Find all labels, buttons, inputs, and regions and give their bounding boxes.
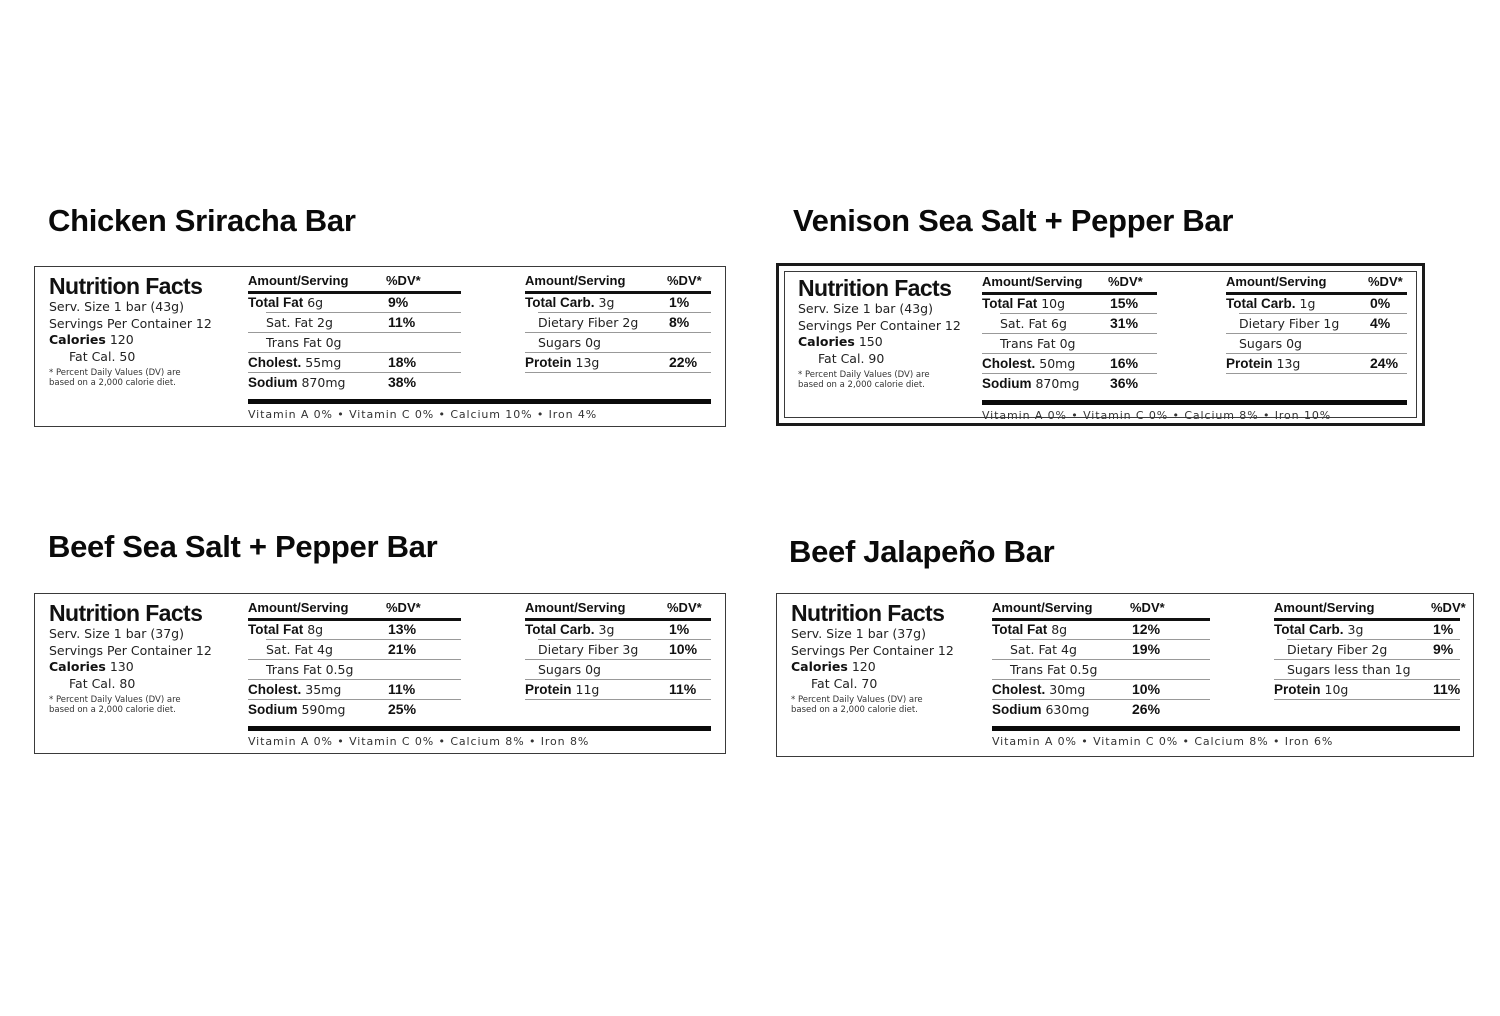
nutrition-facts-heading: Nutrition Facts xyxy=(49,600,203,626)
amount-serving-header: Amount/Serving xyxy=(248,273,349,288)
nutrient-amount: 35mg xyxy=(305,682,342,697)
row-divider xyxy=(1226,353,1407,354)
row-divider xyxy=(1226,373,1407,374)
dv-header: %DV* xyxy=(667,600,702,615)
nutrient-label: Total Fat xyxy=(248,622,304,637)
nutrient-amount: less than 1g xyxy=(1334,662,1411,677)
row-divider xyxy=(1274,659,1460,660)
nutrient-label: Cholest. xyxy=(992,682,1046,697)
nutrient-amount: 2g xyxy=(317,315,333,330)
nutrient-row xyxy=(992,682,1085,697)
nutrient-label: Trans Fat xyxy=(1000,336,1056,351)
row-divider xyxy=(248,659,461,660)
row-divider xyxy=(266,639,461,640)
nutrient-row xyxy=(1239,316,1339,331)
nutrient-label: Dietary Fiber xyxy=(1239,316,1320,331)
nutrient-dv: 11% xyxy=(388,314,416,330)
nutrition-facts-panel xyxy=(776,593,1474,757)
serving-size: Serv. Size 1 bar (37g) xyxy=(791,626,926,641)
row-divider xyxy=(982,353,1157,354)
nutrient-row xyxy=(1287,642,1387,657)
calories-label: Calories xyxy=(49,659,106,674)
nutrient-amount: 870mg xyxy=(301,375,346,390)
nutrient-dv: 24% xyxy=(1370,355,1399,371)
serving-size: Serv. Size 1 bar (37g) xyxy=(49,626,184,641)
nutrient-row xyxy=(982,356,1075,371)
product-title: Chicken Sriracha Bar xyxy=(48,203,356,238)
nutrient-row xyxy=(1287,662,1411,677)
nutrient-amount: 6g xyxy=(1051,316,1067,331)
row-divider xyxy=(525,659,711,660)
nutrient-label: Total Fat xyxy=(992,622,1048,637)
nutrient-grid xyxy=(248,598,711,748)
footnote xyxy=(791,695,981,715)
footnote-line: based on a 2,000 calorie diet. xyxy=(798,380,925,390)
nutrient-amount: 1g xyxy=(1299,296,1316,311)
nutrient-row xyxy=(248,622,323,637)
footnote-line: based on a 2,000 calorie diet. xyxy=(49,378,176,388)
nutrient-amount: 590mg xyxy=(301,702,346,717)
nutrient-label: Cholest. xyxy=(248,355,302,370)
nutrient-amount: 0g xyxy=(585,662,601,677)
bottom-rule xyxy=(248,726,711,731)
fat-calories: Fat Cal. 90 xyxy=(818,350,885,366)
servings-per-container: Servings Per Container 12 xyxy=(791,642,954,658)
nutrient-label: Total Carb. xyxy=(1274,622,1344,637)
nutrient-row xyxy=(1000,336,1075,351)
row-divider xyxy=(525,332,711,333)
nutrient-amount: 8g xyxy=(307,622,324,637)
nutrient-grid xyxy=(992,598,1466,748)
nutrient-label: Trans Fat xyxy=(266,335,322,350)
row-divider xyxy=(525,352,711,353)
row-divider xyxy=(538,312,711,313)
summary-column xyxy=(49,273,239,388)
nutrient-label: Protein xyxy=(1274,682,1321,697)
footnote-line: * Percent Daily Values (DV) are xyxy=(798,370,930,380)
calories xyxy=(791,659,981,676)
row-divider xyxy=(1226,333,1407,334)
nutrient-amount: 2g xyxy=(1371,642,1388,657)
nutrient-label: Total Fat xyxy=(248,295,304,310)
nutrient-dv: 25% xyxy=(388,701,417,717)
nutrient-amount: 4g xyxy=(317,642,333,657)
row-divider xyxy=(248,699,461,700)
nutrient-dv: 10% xyxy=(669,641,698,657)
nutrient-amount: 10g xyxy=(1041,296,1066,311)
nutrient-label: Sugars xyxy=(538,662,582,677)
nutrient-amount: 10g xyxy=(1324,682,1349,697)
nutrient-row xyxy=(538,642,638,657)
row-divider xyxy=(525,372,711,373)
amount-serving-header: Amount/Serving xyxy=(982,274,1083,289)
nutrient-amount: 3g xyxy=(598,622,615,637)
nutrient-row xyxy=(1010,662,1097,677)
summary-column xyxy=(791,600,981,715)
nutrient-row xyxy=(266,662,353,677)
row-divider xyxy=(248,332,461,333)
nutrient-label: Protein xyxy=(1226,356,1273,371)
fat-calories: Fat Cal. 70 xyxy=(811,675,878,691)
fat-calories: Fat Cal. 50 xyxy=(69,348,136,364)
nutrient-dv: 11% xyxy=(388,681,416,697)
nutrient-label: Dietary Fiber xyxy=(1287,642,1368,657)
nutrient-dv: 36% xyxy=(1110,375,1139,391)
servings-per-container: Servings Per Container 12 xyxy=(49,642,212,658)
servings-per-container: Servings Per Container 12 xyxy=(49,315,212,331)
nutrient-label: Trans Fat xyxy=(1010,662,1066,677)
bottom-rule xyxy=(982,400,1407,405)
nutrient-amount: 3g xyxy=(598,295,615,310)
vitamins-line: Vitamin A 0% • Vitamin C 0% • Calcium 8% • Iron 8% xyxy=(248,735,590,748)
nutrient-label: Total Carb. xyxy=(525,295,595,310)
nutrient-amount: 13g xyxy=(575,355,600,370)
row-divider xyxy=(538,639,711,640)
nutrient-dv: 19% xyxy=(1132,641,1161,657)
row-divider xyxy=(1274,699,1460,700)
nutrient-row xyxy=(525,622,614,637)
nutrient-label: Sat. Fat xyxy=(266,642,314,657)
nutrient-label: Total Fat xyxy=(982,296,1038,311)
nutrient-dv: 22% xyxy=(669,354,698,370)
nutrient-dv: 18% xyxy=(388,354,417,370)
serving-size: Serv. Size 1 bar (43g) xyxy=(49,299,184,314)
nutrient-dv: 38% xyxy=(388,374,417,390)
nutrient-label: Cholest. xyxy=(248,682,302,697)
nutrient-label: Sat. Fat xyxy=(1010,642,1058,657)
product-title: Beef Jalapeño Bar xyxy=(789,534,1055,569)
row-divider xyxy=(1287,639,1460,640)
nutrient-label: Sugars xyxy=(538,335,582,350)
calories-value: 120 xyxy=(851,659,876,674)
nutrient-row xyxy=(538,335,601,350)
nutrient-label: Sodium xyxy=(248,702,298,717)
header-rule xyxy=(992,618,1210,621)
nutrient-row xyxy=(1274,682,1348,697)
nutrient-label: Total Carb. xyxy=(1226,296,1296,311)
row-divider xyxy=(982,373,1157,374)
summary-column xyxy=(49,600,239,715)
nutrient-row xyxy=(1239,336,1302,351)
nutrition-facts-heading: Nutrition Facts xyxy=(798,275,952,301)
nutrition-facts-panel xyxy=(34,266,726,427)
nutrient-amount: 0.5g xyxy=(325,662,354,677)
dv-header: %DV* xyxy=(667,273,702,288)
nutrition-facts-panel xyxy=(776,263,1425,426)
row-divider xyxy=(248,372,461,373)
nutrient-row xyxy=(525,355,599,370)
nutrient-dv: 4% xyxy=(1370,315,1391,331)
dv-header: %DV* xyxy=(1130,600,1165,615)
header-rule xyxy=(248,291,461,294)
vitamins-line: Vitamin A 0% • Vitamin C 0% • Calcium 8% • Iron 10% xyxy=(982,409,1332,422)
nutrient-label: Total Carb. xyxy=(525,622,595,637)
nutrient-row xyxy=(248,682,341,697)
row-divider xyxy=(1000,313,1157,314)
calories-value: 130 xyxy=(109,659,134,674)
nutrient-dv: 0% xyxy=(1370,295,1391,311)
row-divider xyxy=(982,333,1157,334)
nutrient-grid xyxy=(248,271,711,421)
footnote xyxy=(49,695,239,715)
nutrient-grid xyxy=(982,272,1407,422)
nutrient-amount: 2g xyxy=(622,315,639,330)
nutrition-facts-heading: Nutrition Facts xyxy=(791,600,945,626)
row-divider xyxy=(992,679,1210,680)
nutrient-dv: 21% xyxy=(388,641,417,657)
nutrient-row xyxy=(248,355,341,370)
nutrient-label: Sat. Fat xyxy=(1000,316,1048,331)
dv-header: %DV* xyxy=(386,600,421,615)
nutrient-dv: 11% xyxy=(1433,681,1461,697)
nutrient-amount: 0g xyxy=(585,335,601,350)
nutrient-amount: 0g xyxy=(325,335,342,350)
nutrient-row xyxy=(1226,356,1300,371)
row-divider xyxy=(266,312,461,313)
nutrient-label: Dietary Fiber xyxy=(538,642,619,657)
nutrient-label: Trans Fat xyxy=(266,662,322,677)
nutrient-amount: 3g xyxy=(622,642,639,657)
amount-serving-header: Amount/Serving xyxy=(525,273,626,288)
nutrient-row xyxy=(982,296,1065,311)
vitamins-line: Vitamin A 0% • Vitamin C 0% • Calcium 10% • Iron 4% xyxy=(248,408,598,421)
nutrient-dv: 11% xyxy=(669,681,697,697)
row-divider xyxy=(525,679,711,680)
nutrient-label: Sodium xyxy=(992,702,1042,717)
nutrient-amount: 0.5g xyxy=(1069,662,1098,677)
amount-serving-header: Amount/Serving xyxy=(525,600,626,615)
dv-header: %DV* xyxy=(1368,274,1403,289)
nutrient-label: Sat. Fat xyxy=(266,315,314,330)
nutrient-label: Sodium xyxy=(248,375,298,390)
nutrient-dv: 10% xyxy=(1132,681,1161,697)
nutrient-dv: 1% xyxy=(669,294,690,310)
bottom-rule xyxy=(248,399,711,404)
nutrient-row xyxy=(538,662,601,677)
nutrient-row xyxy=(1226,296,1315,311)
vitamins-line: Vitamin A 0% • Vitamin C 0% • Calcium 8% • Iron 6% xyxy=(992,735,1334,748)
nutrient-row xyxy=(992,702,1089,717)
nutrient-row xyxy=(538,315,638,330)
footnote-line: * Percent Daily Values (DV) are xyxy=(791,695,923,705)
row-divider xyxy=(992,699,1210,700)
nutrient-label: Sugars xyxy=(1239,336,1283,351)
row-divider xyxy=(248,352,461,353)
nutrient-row xyxy=(525,682,599,697)
nutrient-label: Dietary Fiber xyxy=(538,315,619,330)
amount-serving-header: Amount/Serving xyxy=(1274,600,1375,615)
nutrition-facts-heading: Nutrition Facts xyxy=(49,273,203,299)
nutrient-dv: 13% xyxy=(388,621,417,637)
servings-per-container: Servings Per Container 12 xyxy=(798,317,961,333)
row-divider xyxy=(248,679,461,680)
nutrient-label: Protein xyxy=(525,355,572,370)
dv-header: %DV* xyxy=(1108,274,1143,289)
calories-label: Calories xyxy=(798,334,855,349)
nutrient-dv: 9% xyxy=(388,294,409,310)
footnote xyxy=(49,368,239,388)
nutrient-row xyxy=(992,622,1067,637)
nutrient-row xyxy=(266,642,333,657)
nutrient-amount: 630mg xyxy=(1045,702,1090,717)
nutrition-facts-panel xyxy=(34,593,726,754)
nutrient-amount: 1g xyxy=(1323,316,1340,331)
calories xyxy=(49,332,239,349)
nutrient-dv: 26% xyxy=(1132,701,1161,717)
product-title: Venison Sea Salt + Pepper Bar xyxy=(793,203,1234,238)
nutrient-label: Protein xyxy=(525,682,572,697)
nutrient-row xyxy=(248,375,345,390)
nutrient-row xyxy=(982,376,1079,391)
nutrient-label: Sodium xyxy=(982,376,1032,391)
footnote-line: based on a 2,000 calorie diet. xyxy=(791,705,918,715)
nutrient-amount: 0g xyxy=(1286,336,1302,351)
nutrient-row xyxy=(266,315,333,330)
nutrient-dv: 15% xyxy=(1110,295,1139,311)
footnote xyxy=(798,370,988,390)
dv-header: %DV* xyxy=(386,273,421,288)
nutrient-amount: 8g xyxy=(1051,622,1068,637)
row-divider xyxy=(1274,679,1460,680)
bottom-rule xyxy=(992,726,1460,731)
nutrient-row xyxy=(1010,642,1077,657)
calories xyxy=(49,659,239,676)
fat-calories: Fat Cal. 80 xyxy=(69,675,136,691)
nutrient-dv: 9% xyxy=(1433,641,1454,657)
footnote-line: * Percent Daily Values (DV) are xyxy=(49,368,181,378)
nutrient-amount: 13g xyxy=(1276,356,1301,371)
footnote-line: based on a 2,000 calorie diet. xyxy=(49,705,176,715)
header-rule xyxy=(248,618,461,621)
row-divider xyxy=(1239,313,1407,314)
nutrient-amount: 3g xyxy=(1347,622,1364,637)
nutrient-amount: 50mg xyxy=(1039,356,1076,371)
nutrient-dv: 16% xyxy=(1110,355,1139,371)
nutrient-dv: 8% xyxy=(669,314,690,330)
amount-serving-header: Amount/Serving xyxy=(1226,274,1327,289)
serving-size: Serv. Size 1 bar (43g) xyxy=(798,301,933,316)
nutrient-dv: 1% xyxy=(669,621,690,637)
nutrient-dv: 1% xyxy=(1433,621,1454,637)
calories-label: Calories xyxy=(49,332,106,347)
nutrient-amount: 11g xyxy=(575,682,600,697)
dv-header: %DV* xyxy=(1431,600,1466,615)
summary-column xyxy=(798,275,988,390)
nutrient-row xyxy=(248,295,323,310)
nutrient-amount: 6g xyxy=(307,295,324,310)
nutrient-amount: 4g xyxy=(1061,642,1077,657)
amount-serving-header: Amount/Serving xyxy=(248,600,349,615)
row-divider xyxy=(992,659,1210,660)
footnote-line: * Percent Daily Values (DV) are xyxy=(49,695,181,705)
nutrient-amount: 0g xyxy=(1059,336,1076,351)
nutrient-amount: 30mg xyxy=(1049,682,1086,697)
nutrient-label: Sugars xyxy=(1287,662,1331,677)
nutrient-row xyxy=(248,702,345,717)
nutrient-amount: 55mg xyxy=(305,355,342,370)
row-divider xyxy=(1010,639,1210,640)
nutrient-row xyxy=(266,335,341,350)
nutrient-amount: 870mg xyxy=(1035,376,1080,391)
calories-label: Calories xyxy=(791,659,848,674)
nutrient-row xyxy=(525,295,614,310)
nutrient-row xyxy=(1000,316,1067,331)
amount-serving-header: Amount/Serving xyxy=(992,600,1093,615)
calories-value: 150 xyxy=(858,334,883,349)
product-title: Beef Sea Salt + Pepper Bar xyxy=(48,529,438,564)
calories xyxy=(798,334,988,351)
nutrient-label: Cholest. xyxy=(982,356,1036,371)
calories-value: 120 xyxy=(109,332,134,347)
nutrient-dv: 31% xyxy=(1110,315,1139,331)
row-divider xyxy=(525,699,711,700)
nutrient-row xyxy=(1274,622,1363,637)
nutrient-dv: 12% xyxy=(1132,621,1161,637)
